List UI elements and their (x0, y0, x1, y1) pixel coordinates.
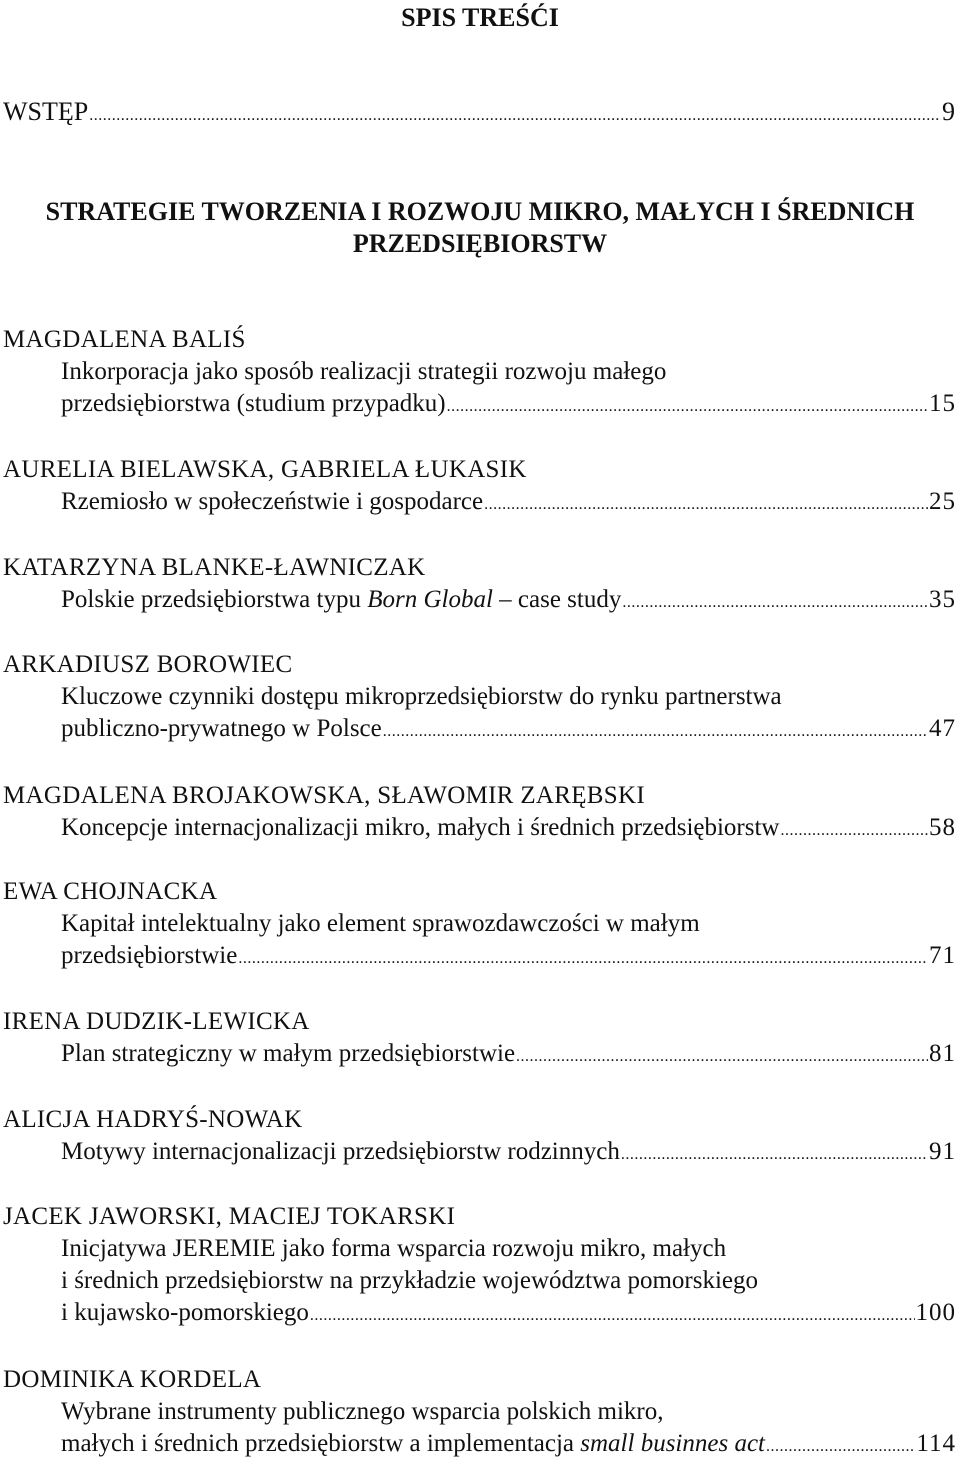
section-heading (0, 196, 960, 260)
entry-author: DOMINIKA KORDELA (3, 1366, 262, 1393)
entry-title-text: przedsiębiorstwie (61, 942, 238, 969)
entry-title-line: Kapitał intelektualny jako element sprawozdawczości w małym (61, 910, 700, 937)
entry-title-text: Koncepcje internacjonalizacji mikro, małych i średnich przedsiębiorstw (61, 814, 780, 841)
entry-title-line: Kluczowe czynniki dostępu mikroprzedsiębiorstw do rynku partnerstwa (61, 683, 782, 710)
entry-title-italic: small businnes act (580, 1430, 765, 1457)
entry-title-line: Wybrane instrumenty publicznego wsparcia polskich mikro, (61, 1398, 664, 1425)
dot-leader (621, 1139, 928, 1171)
toc-entry[interactable] (3, 649, 956, 748)
entry-title-text: publiczno-prywatnego w Polsce (61, 715, 382, 742)
dot-leader (383, 716, 928, 748)
intro-label: WSTĘP (3, 97, 89, 126)
entry-author: ARKADIUSZ BOROWIEC (3, 651, 293, 678)
page-number: 114 (916, 1430, 956, 1457)
entry-author: KATARZYNA BLANKE-ŁAWNICZAK (3, 554, 426, 581)
page-number: 91 (929, 1138, 956, 1165)
page-number: 81 (929, 1040, 956, 1067)
section-heading-line: STRATEGIE TWORZENIA I ROZWOJU MIKRO, MAŁYCH I ŚREDNICH (45, 197, 915, 226)
dot-leader (516, 1041, 928, 1073)
entry-title-last-line (3, 486, 956, 521)
entry-title-text: i kujawsko-pomorskiego (61, 1299, 309, 1326)
entry-title-last-line (3, 1297, 956, 1332)
toc-entry-intro[interactable] (3, 96, 956, 132)
page-number: 47 (929, 715, 956, 742)
toc-entry[interactable] (3, 1201, 956, 1332)
dot-leader (780, 815, 928, 847)
entry-title-last-line (3, 713, 956, 748)
entry-title-line: i średnich przedsiębiorstw na przykładzie województwa pomorskiego (61, 1267, 759, 1294)
entry-title-last-line (3, 388, 956, 423)
entry-author: AURELIA BIELAWSKA, GABRIELA ŁUKASIK (3, 456, 527, 483)
entry-title-last-line (3, 1136, 956, 1171)
entry-title-italic: Born Global (367, 586, 493, 613)
entry-title-last-line (3, 812, 956, 847)
entry-author: IRENA DUDZIK-LEWICKA (3, 1008, 310, 1035)
toc-entry[interactable] (3, 1104, 956, 1171)
entry-title-line: Inkorporacja jako sposób realizacji strategii rozwoju małego (61, 358, 667, 385)
dot-leader (622, 587, 928, 619)
entry-title-part: Polskie przedsiębiorstwa typu (61, 586, 361, 613)
page-title: SPIS TREŚĆI (401, 3, 559, 32)
entry-title-text: Rzemiosło w społeczeństwie i gospodarce (61, 488, 484, 515)
entry-author: MAGDALENA BALIŚ (3, 326, 246, 353)
entry-author: ALICJA HADRYŚ-NOWAK (3, 1106, 303, 1133)
page-number: 71 (929, 942, 956, 969)
page-number: 58 (929, 814, 956, 841)
entry-title-text: przedsiębiorstwa (studium przypadku) (61, 390, 446, 417)
section-heading-line: PRZEDSIĘBIORSTW (352, 229, 608, 258)
toc-entry[interactable] (3, 1006, 956, 1073)
dot-leader (484, 489, 928, 521)
entry-title-part: – case study (499, 586, 622, 613)
entry-title-last-line (3, 940, 956, 975)
entry-title-last-line (3, 1038, 956, 1073)
dot-leader (447, 391, 928, 423)
page-number: 35 (929, 586, 956, 613)
toc-entry[interactable] (3, 552, 956, 619)
entry-title-last-line (3, 584, 956, 619)
entry-author: JACEK JAWORSKI, MACIEJ TOKARSKI (3, 1203, 456, 1230)
entry-title-line: Inicjatywa JEREMIE jako forma wsparcia rozwoju mikro, małych (61, 1235, 727, 1262)
toc-entry[interactable] (3, 876, 956, 975)
page-number: 25 (929, 488, 956, 515)
entry-author: EWA CHOJNACKA (3, 878, 218, 905)
page-number: 9 (942, 97, 956, 126)
entry-author: MAGDALENA BROJAKOWSKA, SŁAWOMIR ZARĘBSKI (3, 782, 645, 809)
dot-leader (89, 100, 941, 132)
toc-entry[interactable] (3, 780, 956, 847)
toc-entry[interactable] (3, 324, 956, 423)
entry-title-text (61, 1428, 765, 1460)
dot-leader (310, 1300, 915, 1332)
entry-title-text (61, 584, 621, 616)
toc-entry[interactable] (3, 454, 956, 521)
entry-title-last-line (3, 1428, 956, 1463)
entry-title-text: Motywy internacjonalizacji przedsiębiorstw rodzinnych (61, 1138, 620, 1165)
toc-entry[interactable] (3, 1364, 956, 1463)
entry-title-text: Plan strategiczny w małym przedsiębiorstwie (61, 1040, 516, 1067)
dot-leader (766, 1431, 915, 1463)
page-number: 15 (929, 390, 956, 417)
dot-leader (238, 943, 928, 975)
entry-title-part: małych i średnich przedsiębiorstw a implementacja (61, 1430, 575, 1457)
page-number: 100 (915, 1299, 956, 1326)
